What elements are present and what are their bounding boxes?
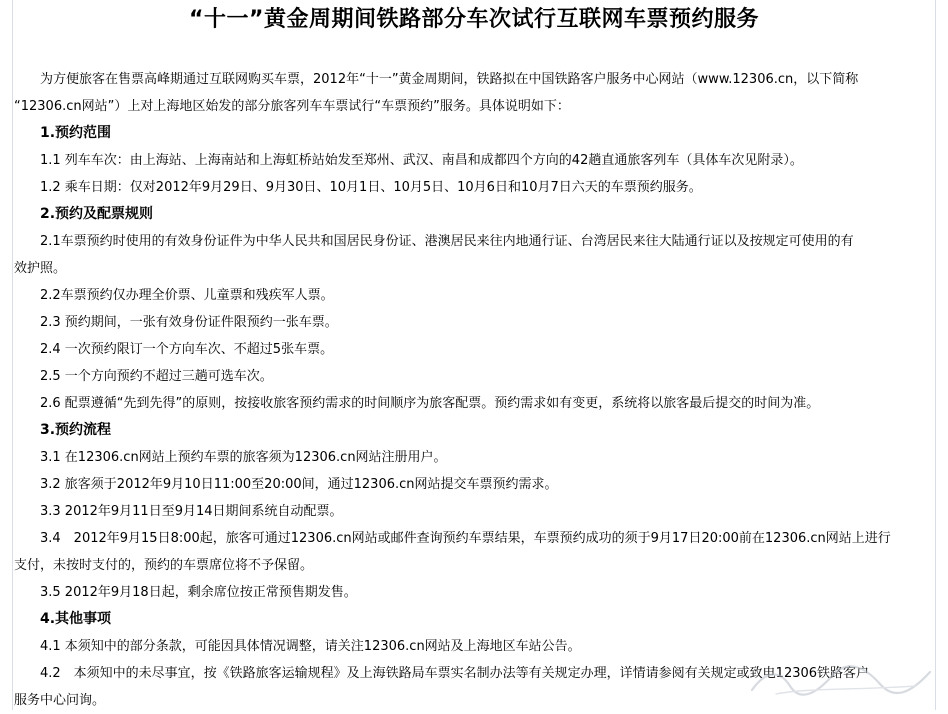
section-3-item-4a: 3.4 2012年9月15日8:00起，旅客可通过12306.cn网站或邮件查询预约车票结果，车票预约成功的须于9月17日20:00前在12306.cn网站上进行 (40, 531, 891, 546)
section-4-heading: 4.其他事项 (40, 611, 112, 627)
section-2-item-4: 2.4 一次预约限订一个方向车次、不超过5张车票。 (40, 342, 334, 357)
watermark-logo (746, 660, 936, 700)
article-body (14, 66, 928, 714)
section-3-item-4b: 支付，未按时支付的，预约的车票席位将不予保留。 (14, 558, 314, 573)
section-1-item-1: 1.1 列车车次：由上海站、上海南站和上海虹桥站始发至郑州、武汉、南昌和成都四个方向的42趟直通旅客列车（具体车次见附录）。 (40, 153, 803, 168)
section-3-item-1: 3.1 在12306.cn网站上预约车票的旅客须为12306.cn网站注册用户。 (40, 450, 447, 465)
section-3-heading: 3.预约流程 (40, 422, 112, 438)
section-2-item-6: 2.6 配票遵循“先到先得”的原则，按接收旅客预约需求的时间顺序为旅客配票。预约需求如有变更，系统将以旅客最后提交的时间为准。 (40, 396, 820, 411)
section-3-item-5: 3.5 2012年9月18日起，剩余席位按正常预售期发售。 (40, 585, 357, 600)
section-4-item-1: 4.1 本须知中的部分条款，可能因具体情况调整，请关注12306.cn网站及上海地区车站公告。 (40, 639, 581, 654)
section-2-item-3: 2.3 预约期间，一张有效身份证件限预约一张车票。 (40, 315, 338, 330)
section-4-item-2b: 服务中心问询。 (14, 693, 106, 708)
page-title: “十一”黄金周期间铁路部分车次试行互联网车票预约服务 (189, 7, 759, 32)
section-2-item-5: 2.5 一个方向预约不超过三趟可选车次。 (40, 369, 273, 384)
section-2-heading: 2.预约及配票规则 (40, 206, 154, 222)
section-2-item-1b: 效护照。 (14, 261, 67, 276)
section-2-item-1a: 2.1车票预约时使用的有效身份证件为中华人民共和国居民身份证、港澳居民来往内地通行证、台湾居民来往大陆通行证以及按规定可使用的有 (40, 234, 854, 249)
intro-line-1: 为方便旅客在售票高峰期通过互联网购买车票，2012年“十一”黄金周期间，铁路拟在中国铁路客户服务中心网站（www.12306.cn，以下简称 (40, 72, 859, 87)
section-4-item-2a: 4.2 本须知中的未尽事宜，按《铁路旅客运输规程》及上海铁路局车票实名制办法等有关规定办理，详情请参阅有关规定或致电12306铁路客户 (40, 666, 870, 681)
section-3-item-2: 3.2 旅客须于2012年9月10日11:00至20:00间，通过12306.cn网站提交车票预约需求。 (40, 477, 558, 492)
intro-line-2: “12306.cn网站”）上对上海地区始发的部分旅客列车车票试行“车票预约”服务。具体说明如下： (14, 99, 570, 114)
section-1-item-2: 1.2 乘车日期：仅对2012年9月29日、9月30日、10月1日、10月5日、10月6日和10月7日六天的车票预约服务。 (40, 180, 702, 195)
section-1-heading: 1.预约范围 (40, 125, 112, 141)
section-3-item-3: 3.3 2012年9月11日至9月14日期间系统自动配票。 (40, 504, 343, 519)
section-2-item-2: 2.2车票预约仅办理全价票、儿童票和残疾军人票。 (40, 288, 334, 303)
